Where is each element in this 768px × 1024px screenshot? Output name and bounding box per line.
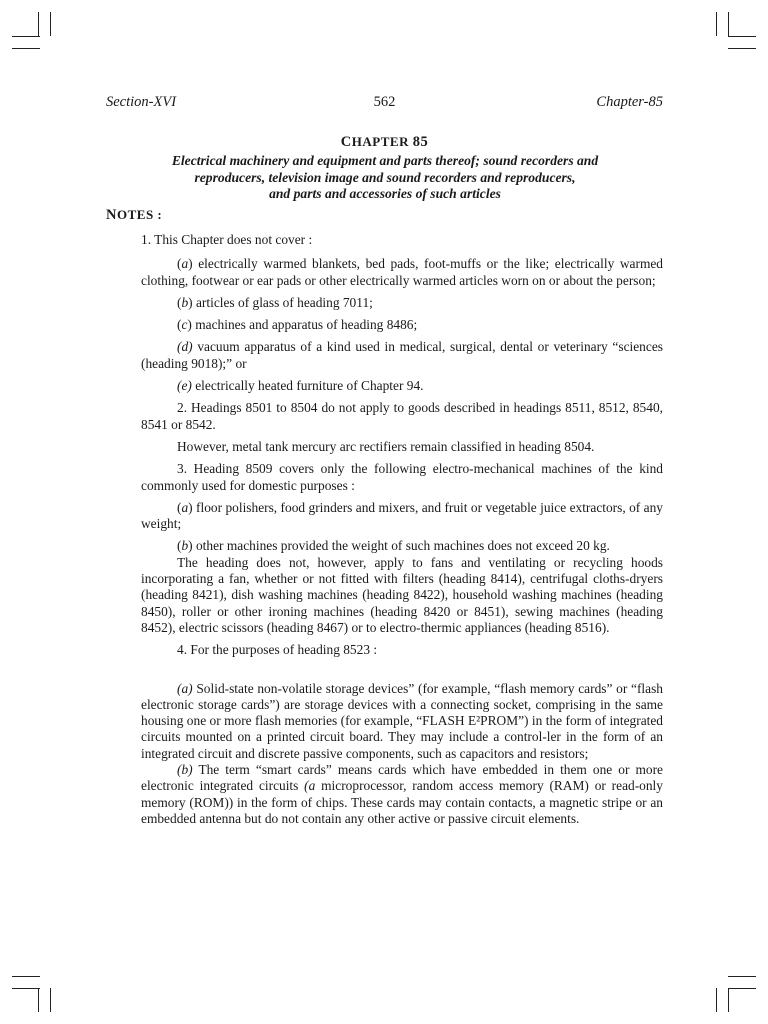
crop-mark — [728, 988, 756, 989]
crop-mark — [12, 48, 40, 49]
crop-mark — [728, 988, 729, 1012]
chapter-label: Chapter-85 — [596, 94, 663, 110]
note-4-intro: 4. For the purposes of heading 8523 : — [177, 642, 378, 658]
crop-mark — [716, 12, 717, 36]
chapter-title: Electrical machinery and equipment and parts thereof; sound recorders and reproducers, television image and sound recorders and reproducers, and parts and accessories of such articles — [171, 153, 599, 201]
crop-mark — [50, 12, 51, 36]
crop-mark — [38, 12, 39, 36]
note-1-c: (c) machines and apparatus of heading 8486; — [177, 317, 418, 333]
chapter-heading: CHAPTER 85 — [340, 134, 429, 150]
crop-mark — [728, 976, 756, 977]
note-3-exclusion: The heading does not, however, apply to fans and ventilating or recycling hoods incorporating a fan, whether or not fitted with filters (heading 8414), centrifugal cloths-dryers (heading 8421), dish washing machines (heading 8422), household washing machines (heading 8450), roller or other ironing machines (heading 8420 or 8451), sewing machines (heading 8452), electric scissors (heading 8467) or to electro-thermic appliances (heading 8516). — [141, 554, 663, 635]
note-4-b: (b) The term “smart cards” means cards which have embedded in them one or more electronic integrated circuits (a microprocessor, random access memory (RAM) or read-only memory (ROM)) in the form of chips. These cards may contain contacts, a magnetic stripe or an embedded antenna but do not contain any other active or passive circuit elements. — [141, 762, 663, 826]
note-3-intro: 3. Heading 8509 covers only the following electro-mechanical machines of the kind commonly used for domestic purposes : — [141, 461, 663, 493]
note-3-b: (b) other machines provided the weight of such machines does not exceed 20 kg. — [177, 538, 610, 554]
crop-mark — [728, 36, 756, 37]
note-3-a: (a) floor polishers, food grinders and mixers, and fruit or vegetable juice extractors, of any weight; — [141, 499, 663, 532]
note-1-a: (a) electrically warmed blankets, bed pads, foot-muffs or the like; electrically warmed clothing, footwear or ear pads or other electrically warmed articles worn on or about the person; — [141, 256, 663, 288]
page-number: 562 — [373, 94, 396, 110]
crop-mark — [12, 36, 40, 37]
crop-mark — [716, 988, 717, 1012]
crop-mark — [728, 12, 729, 36]
crop-mark — [12, 988, 40, 989]
notes-body — [141, 232, 663, 833]
note-2: 2. Headings 8501 to 8504 do not apply to goods described in headings 8511, 8512, 8540, 8541 or 8542. — [141, 400, 663, 432]
notes-label: NOTES : — [106, 207, 163, 223]
note-2-however: However, metal tank mercury arc rectifiers remain classified in heading 8504. — [177, 438, 595, 454]
note-1-b: (b) articles of glass of heading 7011; — [177, 294, 373, 310]
note-1-d: (d) vacuum apparatus of a kind used in medical, surgical, dental or veterinary “sciences (heading 9018);” or — [141, 339, 663, 371]
running-header — [106, 94, 663, 114]
section-label: Section-XVI — [106, 94, 177, 110]
note-1-e: (e) electrically heated furniture of Chapter 94. — [177, 378, 424, 394]
crop-mark — [728, 48, 756, 49]
note-1-intro: 1. This Chapter does not cover : — [141, 232, 313, 247]
note-4-a: (a) Solid-state non-volatile storage devices” (for example, “flash memory cards” or “flash electronic storage cards”) are storage devices with a connecting socket, comprising in the same housing one or more flash memories (for example, “FLASH E²PROM”) in the form of integrated circuits mounted on a printed circuit board. They may include a control-ler in the form of an integrated circuit and discrete passive components, such as capacitors and resistors; — [141, 680, 663, 761]
crop-mark — [12, 976, 40, 977]
crop-mark — [38, 988, 39, 1012]
crop-mark — [50, 988, 51, 1012]
